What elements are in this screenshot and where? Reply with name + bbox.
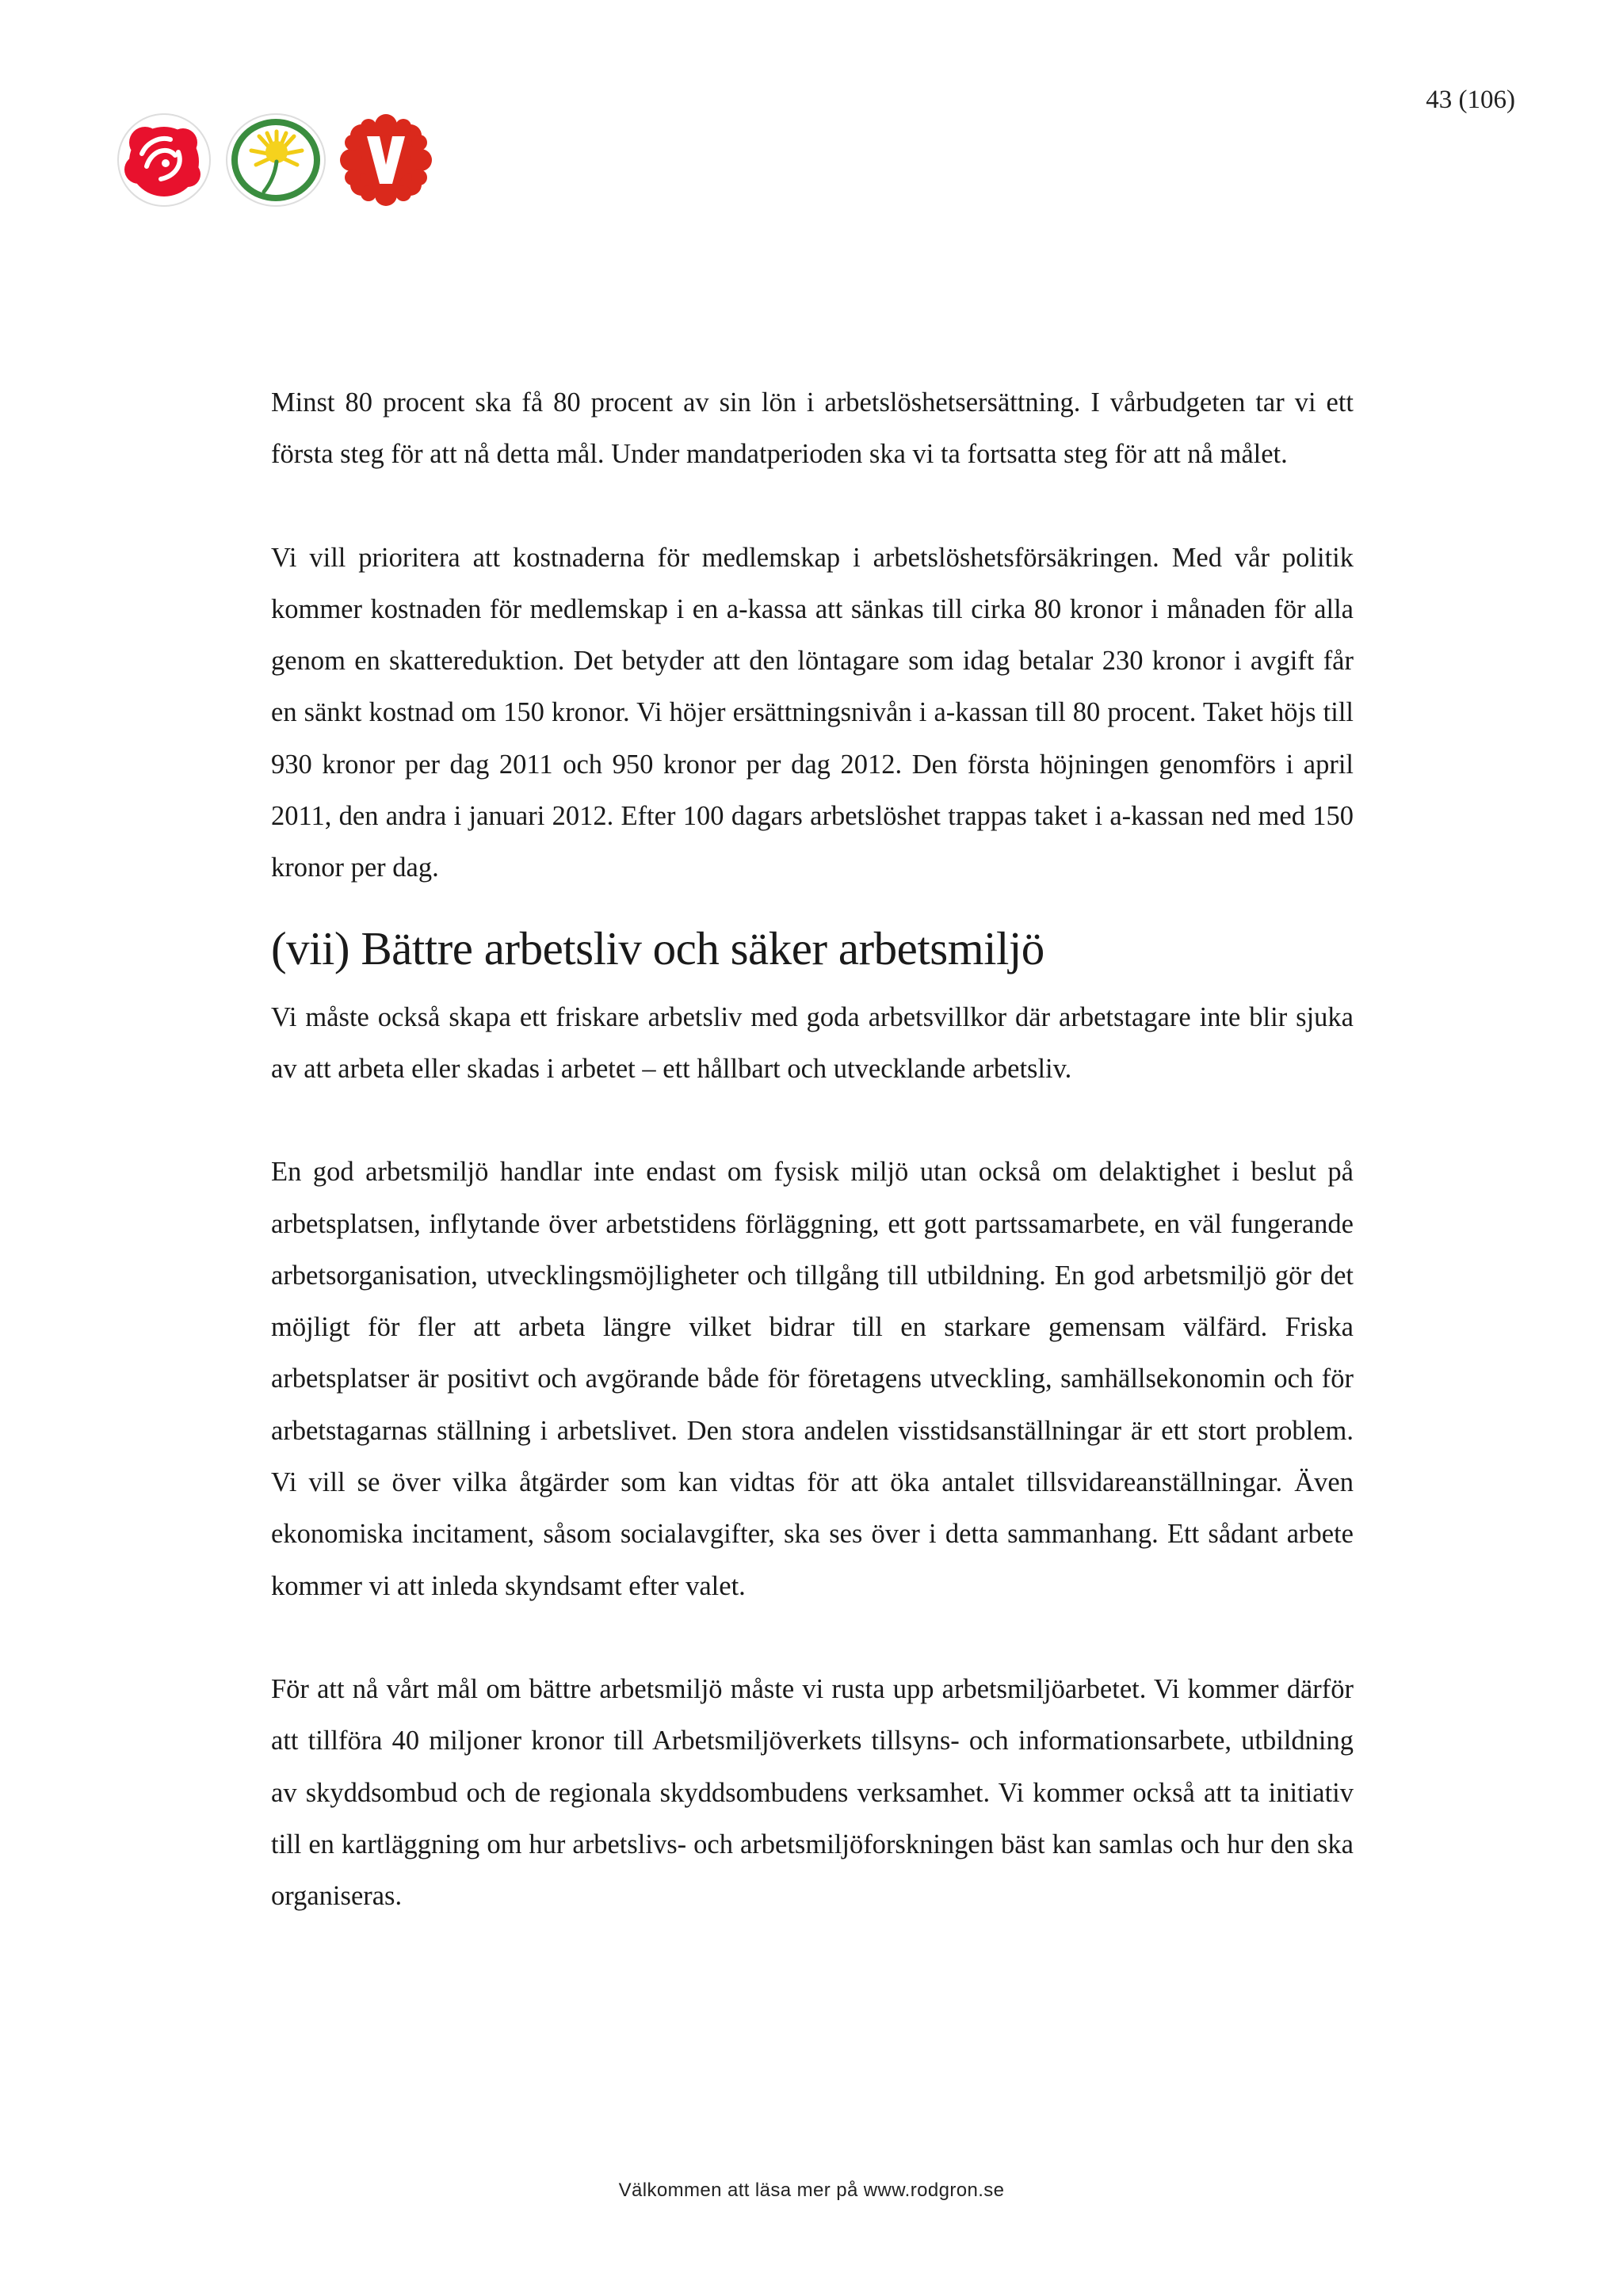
paragraph: För att nå vårt mål om bättre arbetsmiljö måste vi rusta upp arbetsmiljöarbetet. Vi kommer därför att tillföra 40 miljoner kronor till Arbetsmiljöverkets tillsyns- och informationsarbete, utbildning av skyddsombud och de regionala skyddsombudens verksamhet. Vi kommer också att ta initiativ till en kartläggning om hur arbetslivs- och arbetsmiljöforskningen bäst kan samlas och hur den ska organiseras. bbox=[271, 1673, 1354, 1912]
paragraph: Minst 80 procent ska få 80 procent av sin lön i arbetslöshetsersättning. I vårbudgeten tar vi ett första steg för att nå detta mål. Under mandatperioden ska vi ta fortsatta steg för att nå målet. bbox=[271, 387, 1354, 470]
main-content bbox=[271, 377, 1354, 1974]
page-number: 43 (106) bbox=[1426, 86, 1515, 114]
rose-icon bbox=[115, 111, 213, 209]
dandelion-icon bbox=[224, 111, 327, 209]
paragraph: Vi måste också skapa ett friskare arbetsliv med goda arbetsvillkor där arbetstagare inte blir sjuka av att arbeta eller skadas i arbetet – ett hållbart och utvecklande arbetsliv. bbox=[271, 1001, 1354, 1084]
paragraph: Vi vill prioritera att kostnaderna för medlemskap i arbetslöshetsförsäkringen. Med vår politik kommer kostnaden för medlemskap i en a-kassa att sänkas till cirka 80 kronor i månaden för alla genom en skattereduktion. Det betyder att den löntagare som idag betalar 230 kronor i avgift får en sänkt kostnad om 150 kronor. Vi höjer ersättningsnivån i a-kassan till 80 procent. Taket höjs till 930 kronor per dag 2011 och 950 kronor per dag 2012. Den första höjningen genomförs i april 2011, den andra i januari 2012. Efter 100 dagars arbetslöshet trappas taket i a-kassan ned med 150 kronor per dag. bbox=[271, 542, 1354, 883]
v-flower-icon bbox=[337, 111, 435, 209]
section-heading: (vii) Bättre arbetsliv och säker arbetsmiljö bbox=[271, 921, 1044, 974]
paragraph: En god arbetsmiljö handlar inte endast om fysisk miljö utan också om delaktighet i beslut på arbetsplatsen, inflytande över arbetstidens förläggning, ett gott partssamarbete, en väl fungerande arbetsorganisation, utvecklingsmöjligheter och tillgång till utbildning. En god arbetsmiljö gör det möjligt för fler att arbeta längre vilket bidrar till en starkare gemensam välfärd. Friska arbetsplatser är positivt och avgörande både för företagens utveckling, samhällsekonomin och för arbetstagarnas ställning i arbetslivet. Den stora andelen visstidsanställningar är ett stort problem. Vi vill se över vilka åtgärder som kan vidtas för att öka antalet tillsvidareanställningar. Även ekonomiska incitament, såsom socialavgifter, ska ses över i detta sammanhang. Ett sådant arbete kommer vi att inleda skyndsamt efter valet. bbox=[271, 1157, 1354, 1601]
footer-text: Välkommen att läsa mer på www.rodgron.se bbox=[618, 2180, 1005, 2201]
